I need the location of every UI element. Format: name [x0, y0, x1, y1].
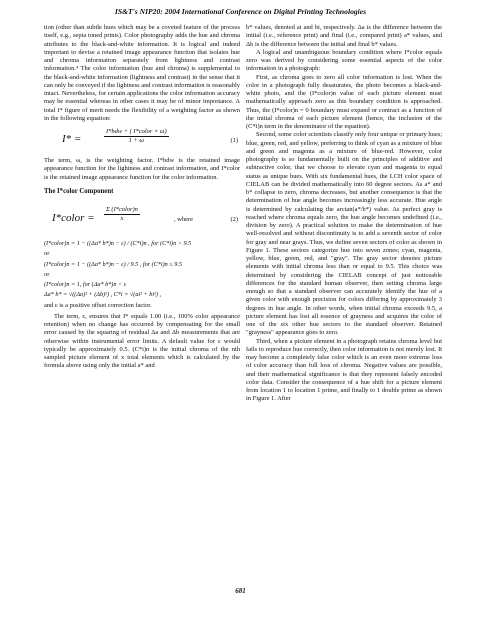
paragraph: Third, when a picture element in a photograph retains chroma level but fails to reproduce hue correctly, then color information is not merely lost. It may become a completely false color which is an even more extreme loss of color accuracy than full loss of chroma. Negative values are possible, and their mathematical significance is that they represent falsely encoded color data. Consider the consequence of a hue shift for a picture element from location 1 to location 1 prime, and finally to 1 double prime as shown in Figure 1. After — [246, 337, 442, 403]
paragraph: tion (other than subtle hues which may be a coveted feature of the process itself, e.g., sepia toned prints). Color photography adds the hue and chroma attributes to the black-and-white information. It is logical and indeed important to devise a retained image appearance function that isolates hue and chroma information separately from lightness and contrast information.⁴ The color information (hue and chroma) is supplemental to the black-and-white information (lightness and contrast) in the sense that it can only be conveyed if the lightness and contrast information is reasonably intact. Nevertheless, for certain applications the color information accuracy may be essential whereas in other cases it may be of minor importance. A total I* figure of merit needs the flexibility of a weighting factor as shown in the following equation: — [44, 24, 240, 122]
eq1-number: (1) — [230, 137, 238, 144]
section-heading: The I*color Component — [44, 187, 114, 195]
equation-definitions: Δa* b* = √((Δa)² + (Δb)²) , C*i = √(ai² + bi²) , — [44, 291, 162, 299]
paragraph: b* values, denoted ai and bi, respectively. Δa is the difference between the initial (i.e., reference print) and final (i.e., compared print) a* values, and Δb is the difference between the initial and final b* values. — [246, 24, 442, 48]
eq2-lhs: I*color = — [52, 212, 95, 224]
equation-case-c: (I*color)n = 1, for (Δa* b*)n < ε — [44, 281, 127, 288]
page-number: 681 — [235, 587, 246, 595]
paragraph: First, as chroma goes to zero all color information is lost. When the color in a photograph fully desaturates, the photo becomes a black-and-white photo, and the (I*color)n value of each picture element must mathematically approach zero as this boundary condition is approached. Thus, the (I*color)n = 0 boundary must expand or contract as a function of the initial chroma of each picture element (hence, the inclusion of the (C*i)n term in the denominator of the equation). — [246, 73, 442, 130]
equation-1 — [44, 127, 240, 157]
equation-note: and ε is a positive offset correction factor. — [44, 301, 152, 309]
eq1-fraction — [104, 128, 169, 146]
eq2-number: (2) — [230, 216, 238, 223]
paragraph: The term, ω, is the weighting factor. I*bdw is the retained image appearance function for the lightness and contrast information, and I*color is the retained image appearance function for the color information. — [44, 157, 240, 181]
eq2-fraction — [104, 206, 140, 224]
right-column — [246, 24, 442, 404]
paragraph: The term, ε, ensures that I* equals 1.00 (i.e., 100% color appearance retention) when no change has occurred by compensating for the small error caused by the squaring of residual Δa and Δb measurements that are otherwise within instrumental error limits. A default value for ε would typically be approximately 0.5. (C*i)n is the initial chroma of the nth sampled picture element of x total elements which is calculated by the formula above using only the initial a* and — [44, 312, 240, 370]
eq1-lhs: I* = — [62, 133, 82, 145]
equation-case-a: (I*color)n = 1 − ((Δa* b*)n − ε) / (C*i)n , for (C*i)n > 9.5 — [44, 240, 192, 247]
eq2-where: , where — [174, 216, 193, 223]
eq2-denominator: x — [120, 215, 124, 223]
or-label: or — [44, 250, 50, 258]
running-header: IS&T's NIP20: 2004 International Conference on Digital Printing Technologies — [114, 7, 367, 16]
eq2-numerator: Σ (I*color)n — [104, 206, 140, 215]
paragraph: Second, some color scientists classify only four unique or primary hues; blue, green, red, and yellow, preferring to think of cyan as a mixture of blue and green and magenta as a mixture of blue-red. However, color photography is so fundamentally built on the principles of additive and subtractive color, that we choose to elevate cyan and magenta to equal status as unique hues. With six fundamental hues, the LCH color space of CIELAB can be divided mathematically into 60 degree sectors. As a* and b* collapse to zero, chroma decreases, but another consequence is that the determination of hue angle becomes increasingly less accurate. Hue angle is determined by calculating the arctan(a*/b*) value. As perfect gray is reached where chroma equals zero, the hue angle becomes undefined (i.e., division by zero). A practical solution to make the determination of hue well-resolved and without discontinuity is to add a seventh sector of color for gray and near grays. Thus, we define seven sectors of color as shown in Figure 1. These sectors categorize hue into seven zones; cyan, magenta, yellow, blue, green, red, and "gray". The gray sector denotes picture elements with initial chroma less than or equal to 9.5. This choice was determined by considering the CIELAB concept of just noticeable differences for the standard human observer, then setting chroma large enough so that a standard observer can accurately identify the hue of a given color with enough precision for colors differing by approximately 3 degrees in hue angle. In other words, when initial chroma exceeds 9.5, a picture element has lost all essence of grayness and acquires the color of one of the six other hue sectors to the standard observer. Retained "grayness" appearance goes to zero. — [246, 131, 442, 337]
paragraph: A logical and unambiguous boundary condition where I*color equals zero was derived by considering some essential aspects of the color information in a photograph: — [246, 48, 442, 73]
eq1-numerator: I*bdw + ( I*color × ω) — [104, 128, 169, 137]
equation-2 — [44, 200, 240, 238]
eq1-denominator: 1 + ω — [128, 137, 144, 145]
or-label: or — [44, 270, 50, 278]
left-column — [44, 24, 240, 371]
equation-case-b: (I*color)n = 1 − ((Δa* b*)n − ε) / 9.5 , for (C*i)n ≤ 9.5 — [44, 260, 182, 268]
